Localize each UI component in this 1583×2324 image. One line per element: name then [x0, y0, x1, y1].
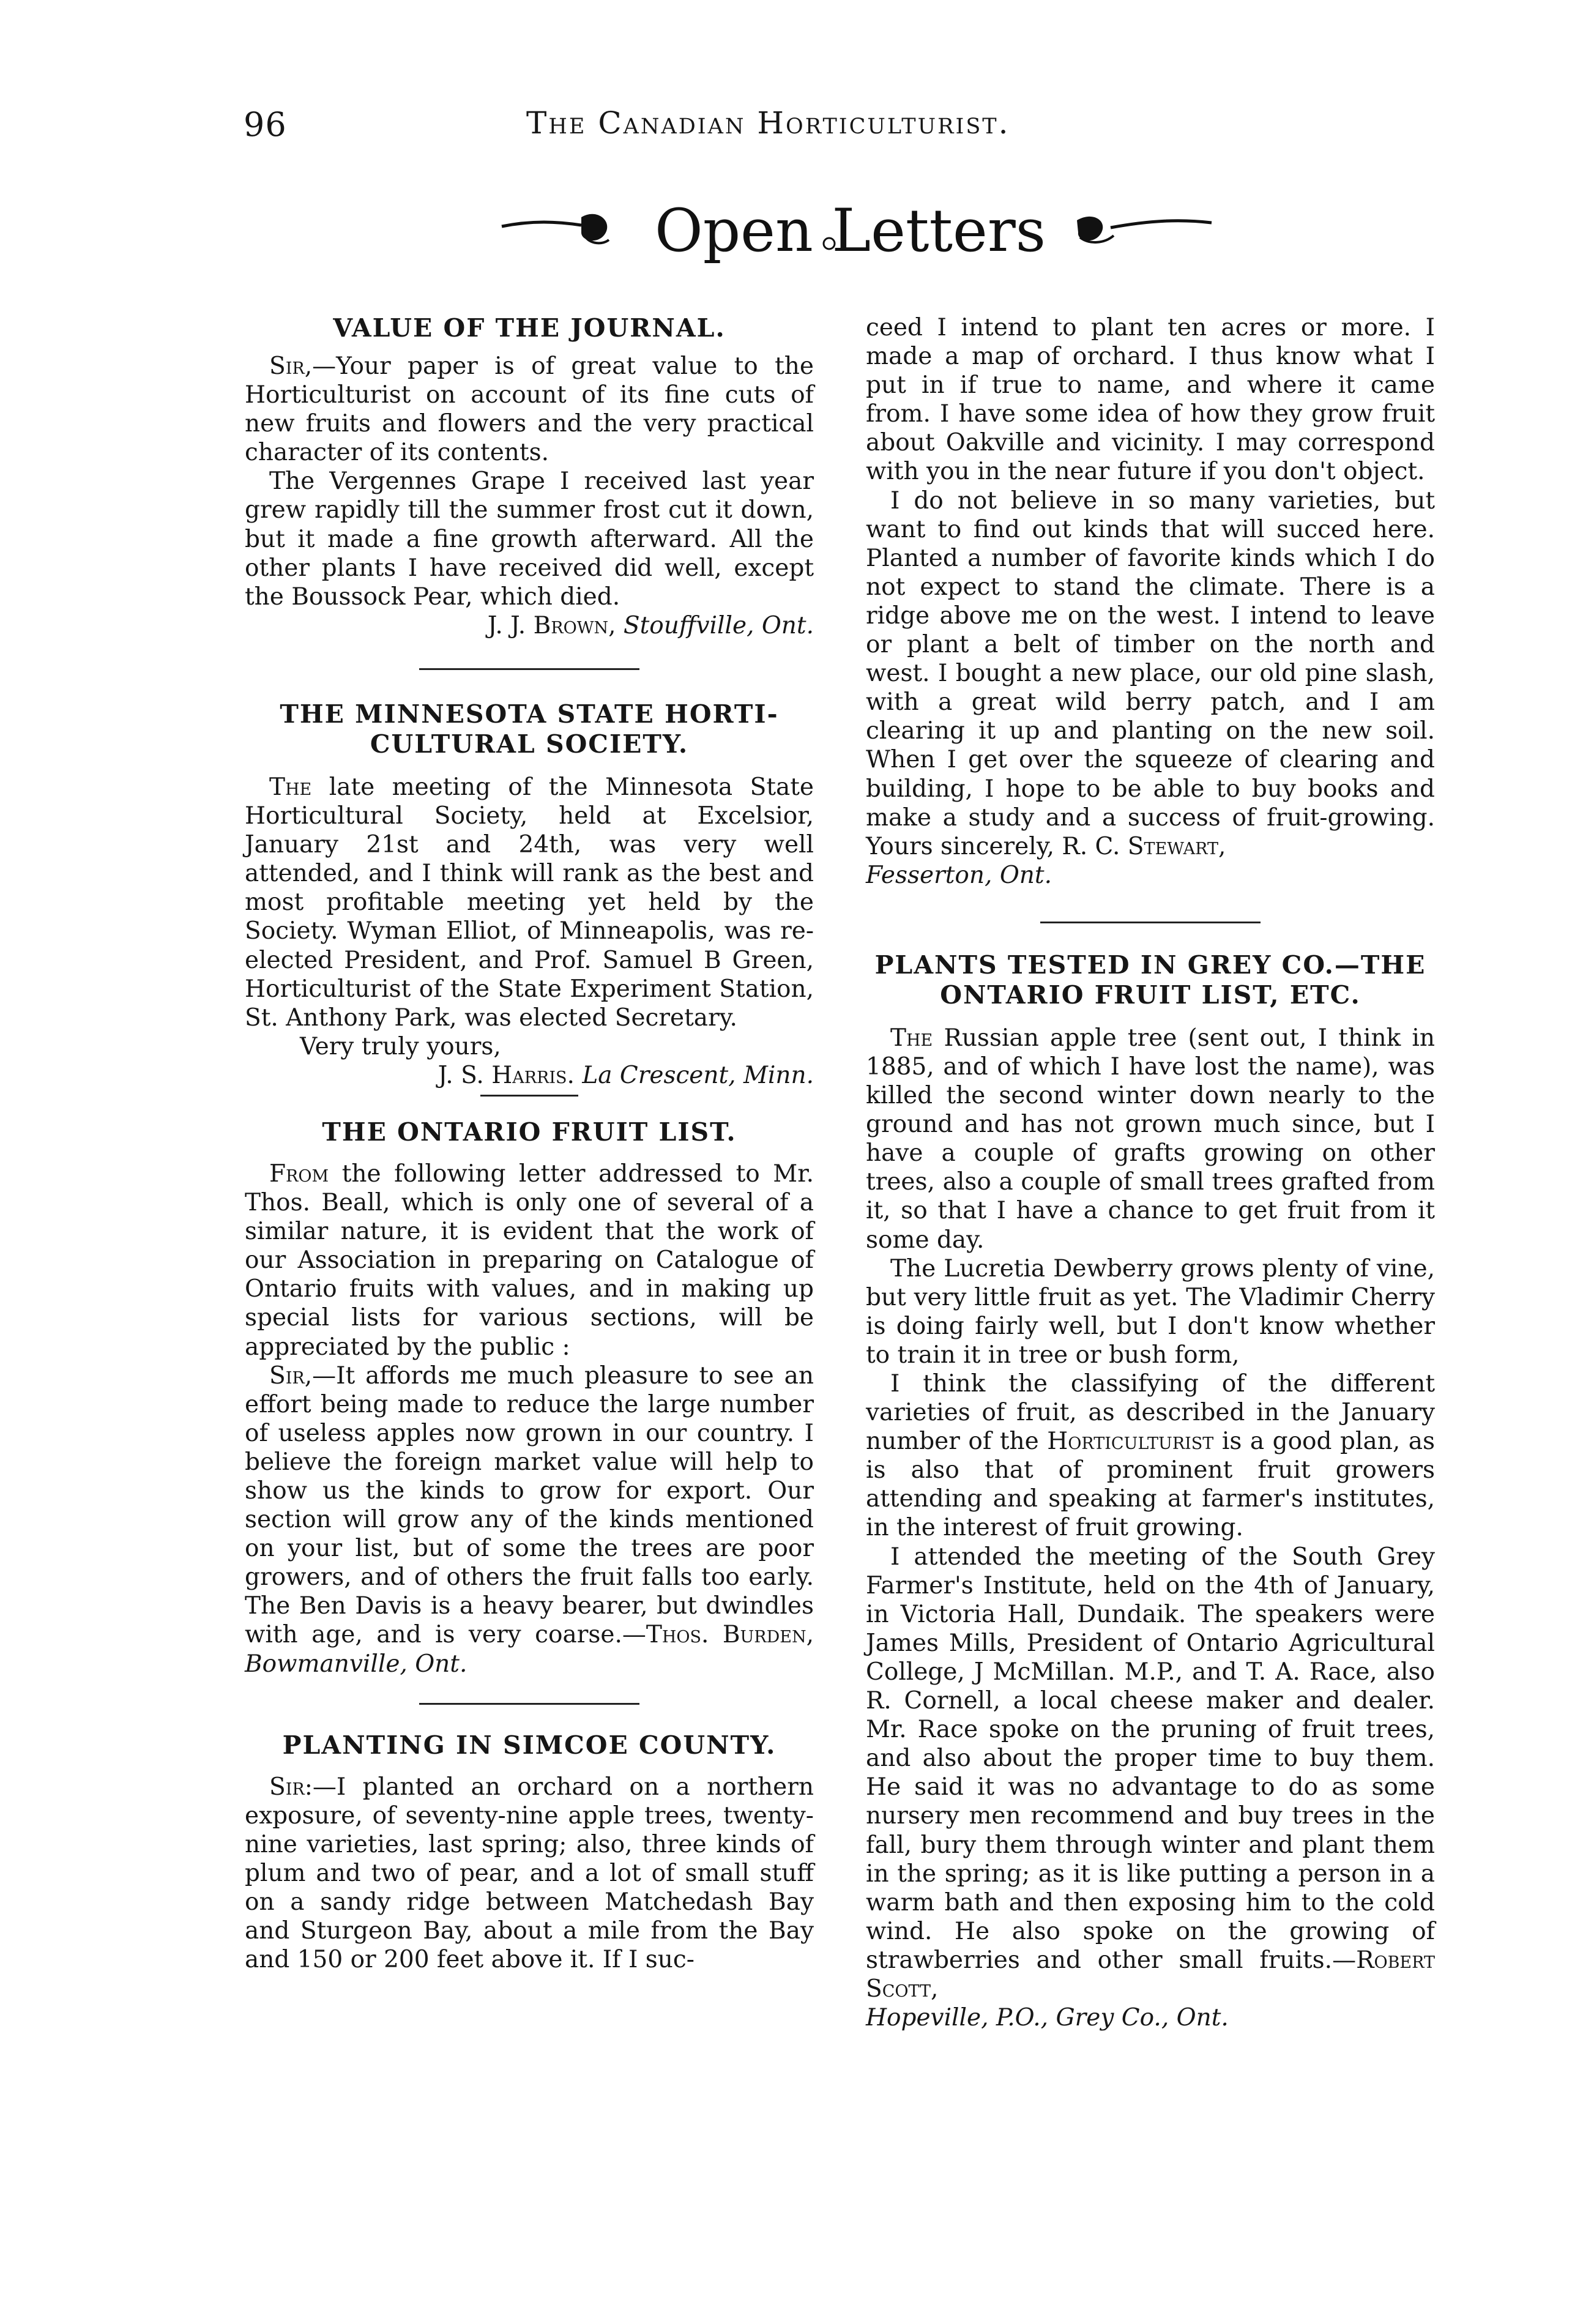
paragraph-text: —It affords me much pleasure to see an effort being made to reduce the large number of useless apples now grown in our country. I believe the foreign market value will help to show us the kinds to grow for export. Our section will grow any of the kinds mentioned on your list, but of some the trees are poor growers, and of others the fruit falls too early. The Ben Davis is a heavy bearer, but dwindles with age, and is very coarse.— [245, 1361, 814, 1649]
open-letters-banner [490, 184, 1224, 300]
grey-heading-line1: PLANTS TESTED IN GREY CO.—THE [874, 950, 1426, 980]
grey-p2: The Lucretia Dewberry grows plenty of vine, but very little fruit as yet. The Vladimir Cherry is doing fairly well, but I don't know whether to train it in tree or bush form, [866, 1254, 1435, 1369]
signature-place: Stouffville, Ont. [623, 611, 814, 639]
banner-title: Open Letters [655, 196, 1046, 265]
right-column [866, 313, 1435, 2032]
journal-name: Horticulturist [1047, 1428, 1214, 1456]
signature-place: Fesserton, Ont. [866, 861, 1052, 889]
signature-place-line [866, 861, 1435, 890]
fruit-list-heading: THE ONTARIO FRUIT LIST. [322, 1117, 737, 1147]
signature [245, 611, 814, 640]
paragraph-text: I do not believe in so many varieties, but want to find out kinds that will succed here. Planted a number of favorite kinds which I do not expect to stand the climate. There is a ridge above me on the west. I intend to leave or plant a belt of timber on the north and west. I bought a new place, our old pine slash, with a great wild berry patch, and I am clearing it up and planting on the new soil. When I get over the squeeze of clearing and building, I hope to be able to buy books and make a study and a success of fruit-growing. Yours sincerely, [866, 486, 1435, 860]
paragraph-text: I think the classifying of the different varieties of fruit, as described in the January number of the [866, 1370, 1435, 1456]
simcoe-p1 [245, 1773, 814, 1975]
simcoe-continued-p1: ceed I intend to plant ten acres or more. I made a map of orchard. I thus know what I put in if true to name, and where it came from. I have some idea of how they grow fruit about Oakville and vicinity. I may correspond with you in the near future if you don't object. [866, 314, 1435, 486]
lead-word: Sir, [269, 1361, 313, 1390]
page-number: 96 [244, 105, 287, 144]
paragraph-text: late meeting of the Minnesota State Horticultural Society, held at Excelsior, January 21st and 24th, was very well attended, and I think will rank as the best and most profitable meeting yet held by the Society. Wyman Elliot, of Minneapolis, was re-elected President, and Prof. Samuel B Green, Horticulturist of the State Experiment Station, St. Anthony Park, was elected Secretary. [245, 773, 814, 1032]
lead-word: The [269, 773, 312, 801]
closing-line: Very truly yours, [300, 1032, 501, 1060]
signature-place: Hopeville, P.O., Grey Co., Ont. [866, 2004, 1229, 2032]
banner-ornament [490, 184, 1224, 300]
grey-p3 [866, 1369, 1435, 1543]
grey-p4 [866, 1543, 1435, 2004]
lead-word: From [269, 1160, 329, 1188]
signature-name: Robert Scott, [866, 1946, 1435, 2003]
grey-heading-line2: ONTARIO FRUIT LIST, ETC. [940, 980, 1361, 1010]
paragraph-text: —Your paper is of great value to the Horticulturist on account of its fine cuts of new fruits and flowers and the very practical character of its contents. [245, 352, 814, 467]
value-journal-p2: The Vergennes Grape I received last year grew rapidly till the summer frost cut it down, but it made a fine growth afterward. All the other plants I have received did well, except the Boussock Pear, which died. [245, 467, 814, 611]
paragraph-text: :—I planted an orchard on a northern exposure, of seventy-nine apple trees, twenty-nine varieties, last spring; also, three kinds of plum and two of pear, and a lot of small stuff on a sandy ridge between Matchedash Bay and Sturgeon Bay, about a mile from the Bay and 150 or 200 feet above it. If I suc- [245, 1773, 814, 1974]
minnesota-heading-line1: THE MINNESOTA STATE HORTI- [280, 699, 779, 729]
lead-word: Sir, [269, 352, 313, 380]
paragraph-text: the following letter addressed to Mr. Thos. Beall, which is only one of several of a similar nature, it is evident that the work of our Association in preparing on Catalogue of Ontario fruits with values, and in making up special lists for various sections, will be appreciated by the public : [245, 1160, 814, 1361]
minnesota-p1 [245, 773, 814, 1032]
signature-name: J. J. Brown, [487, 611, 616, 639]
signature-place-line [866, 2003, 1435, 2032]
paragraph-text: is a good plan, as is also that of prominent fruit growers attending and speaking at farmer's institutes, in the interest of fruit growing. [866, 1428, 1435, 1542]
signature-name: Thos. Burden, [646, 1621, 814, 1649]
minnesota-heading-line2: CULTURAL SOCIETY. [370, 729, 689, 759]
left-column [245, 313, 814, 1974]
grey-p1 [866, 1024, 1435, 1254]
running-title: The Canadian Horticulturist. [526, 105, 1010, 141]
signature-place: Bowmanville, Ont. [245, 1650, 467, 1678]
value-journal-p1 [245, 352, 814, 467]
fruit-list-p1 [245, 1160, 814, 1361]
fruit-list-p2 [245, 1361, 814, 1678]
lead-word: Sir [269, 1773, 305, 1801]
signature [245, 1061, 814, 1090]
signature-place: La Crescent, Minn. [582, 1061, 814, 1089]
simcoe-heading: PLANTING IN SIMCOE COUNTY. [282, 1730, 777, 1760]
lead-word: The [890, 1024, 933, 1052]
value-journal-heading: VALUE OF THE JOURNAL. [333, 313, 726, 343]
paragraph-text: Russian apple tree (sent out, I think in 1885, and of which I have lost the name), was killed the second winter down nearly to the ground and has not grown much since, but I have a couple of grafts growing on other trees, also a couple of small trees grafted from it, so that I have a chance to get fruit from it some day. [866, 1024, 1435, 1254]
signature-name: R. C. Stewart, [1062, 832, 1226, 860]
paragraph-text: I attended the meeting of the South Grey Farmer's Institute, held on the 4th of January, in Victoria Hall, Dundaik. The speakers were James Mills, President of Ontario Agricultural College, J McMillan. M.P., and T. A. Race, also R. Cornell, a local cheese maker and dealer. Mr. Race spoke on the pruning of fruit trees, and also about the proper time to buy them. He said it was no advantage to do as some nursery men recommend and buy trees in the fall, bury them through winter and plant them in the spring; as it is like putting a person in a warm bath and then exposing him to the cold wind. He also spoke on the growing of strawberries and other small fruits.— [866, 1543, 1435, 1974]
simcoe-continued-p2 [866, 486, 1435, 861]
signature-name: J. S. Harris. [438, 1061, 575, 1089]
